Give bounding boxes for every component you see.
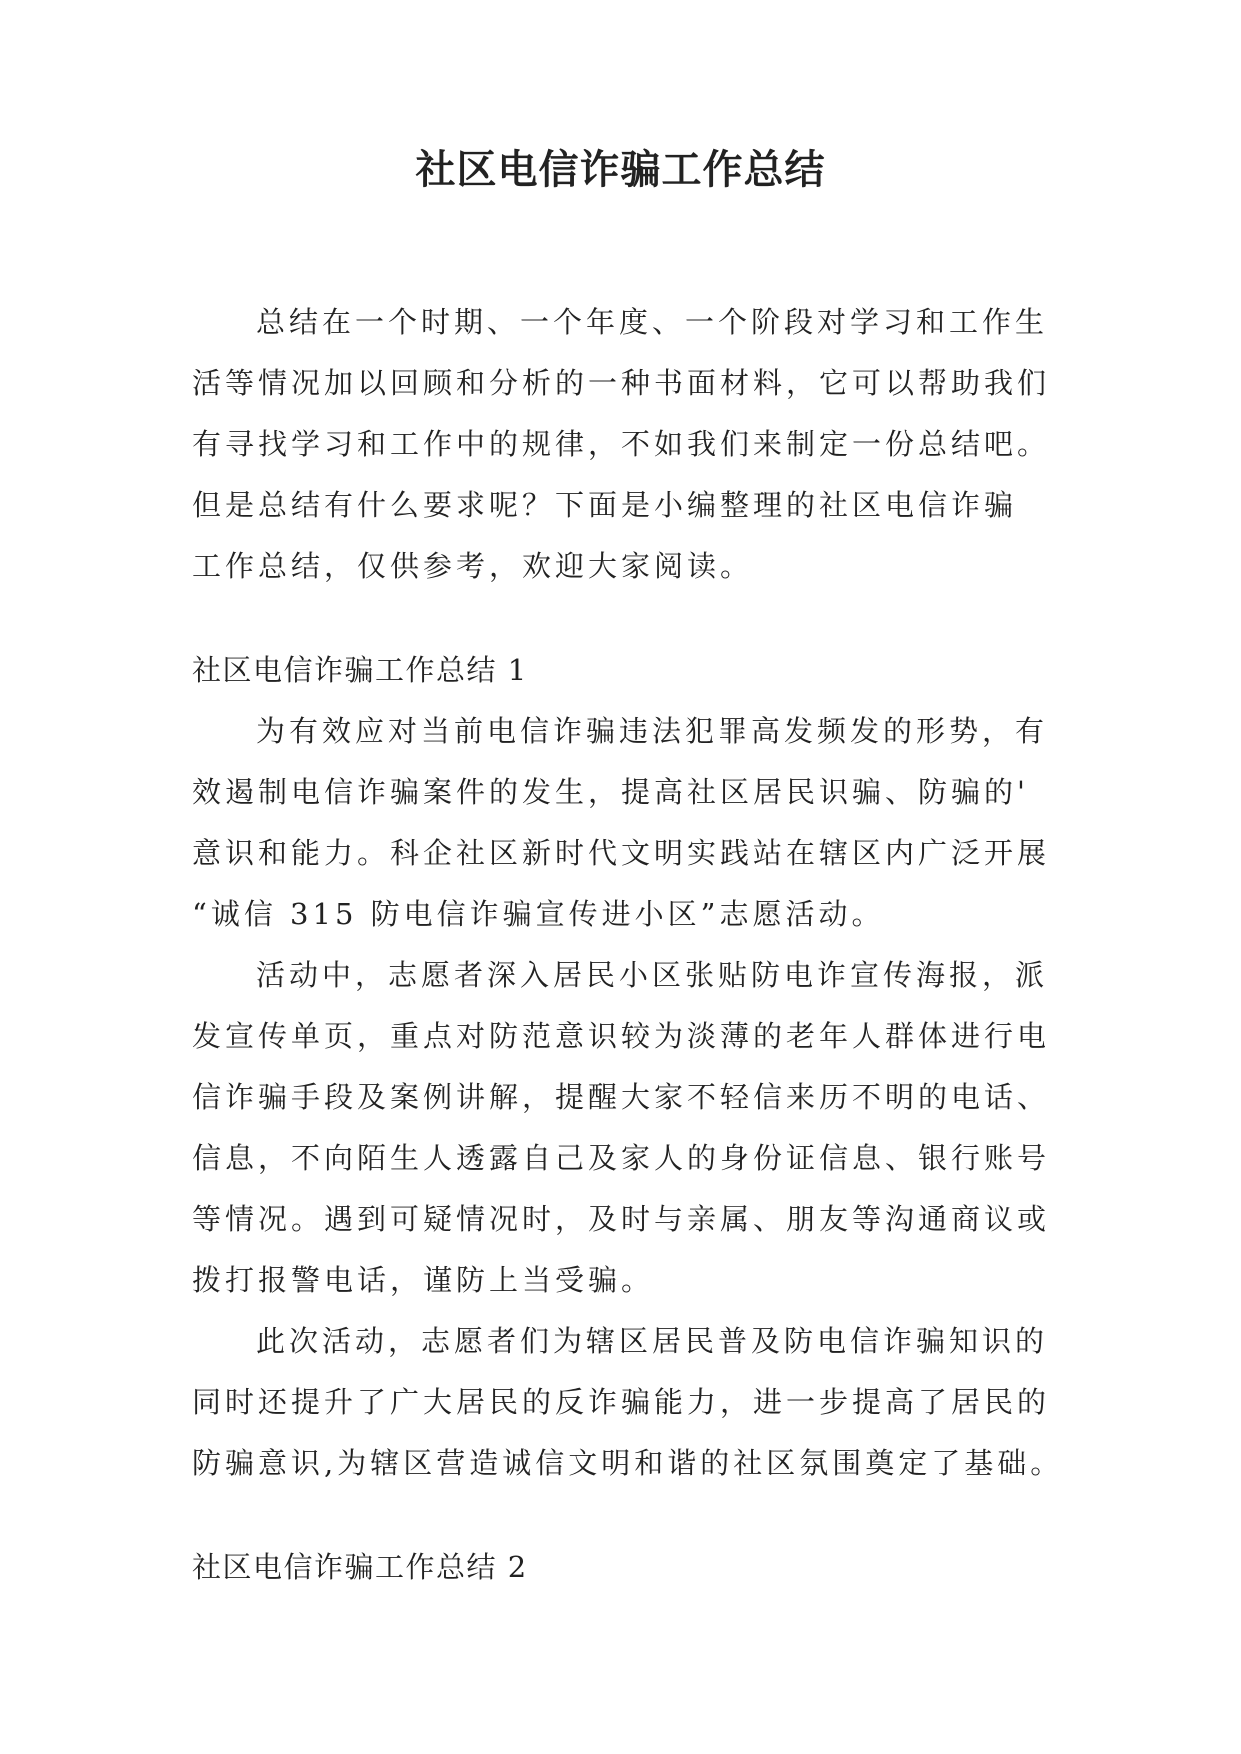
section-heading-1: 社区电信诈骗工作总结 1 bbox=[192, 653, 528, 687]
intro-line: 总结在一个时期、一个年度、一个阶段对学习和工作生 bbox=[256, 305, 1049, 339]
document-title: 社区电信诈骗工作总结 bbox=[415, 146, 826, 193]
paragraph-line: 发宣传单页，重点对防范意识较为淡薄的老年人群体进行电 bbox=[192, 1019, 1051, 1053]
section-heading-2: 社区电信诈骗工作总结 2 bbox=[192, 1550, 528, 1584]
paragraph-line: “诚信 315 防电信诈骗宣传进小区”志愿活动。 bbox=[192, 897, 885, 931]
paragraph-line: 此次活动，志愿者们为辖区居民普及防电信诈骗知识的 bbox=[256, 1324, 1049, 1358]
paragraph-line: 拨打报警电话，谨防上当受骗。 bbox=[192, 1263, 655, 1297]
paragraph-line: 信息，不向陌生人透露自己及家人的身份证信息、银行账号 bbox=[192, 1141, 1051, 1175]
intro-line: 有寻找学习和工作中的规律，不如我们来制定一份总结吧。 bbox=[192, 427, 1051, 461]
paragraph-line: 同时还提升了广大居民的反诈骗能力，进一步提高了居民的 bbox=[192, 1385, 1051, 1419]
intro-line: 工作总结，仅供参考，欢迎大家阅读。 bbox=[192, 549, 754, 583]
paragraph-line: 信诈骗手段及案例讲解，提醒大家不轻信来历不明的电话、 bbox=[192, 1080, 1051, 1114]
paragraph-line: 意识和能力。科企社区新时代文明实践站在辖区内广泛开展 bbox=[192, 836, 1051, 870]
intro-line: 但是总结有什么要求呢？下面是小编整理的社区电信诈骗 bbox=[192, 488, 1018, 522]
paragraph-line: 效遏制电信诈骗案件的发生，提高社区居民识骗、防骗的' bbox=[192, 775, 1029, 809]
paragraph-line: 等情况。遇到可疑情况时，及时与亲属、朋友等沟通商议或 bbox=[192, 1202, 1051, 1236]
paragraph-line: 防骗意识,为辖区营造诚信文明和谐的社区氛围奠定了基础。 bbox=[192, 1446, 1064, 1480]
paragraph-line: 活动中，志愿者深入居民小区张贴防电诈宣传海报，派 bbox=[256, 958, 1049, 992]
paragraph-line: 为有效应对当前电信诈骗违法犯罪高发频发的形势，有 bbox=[256, 714, 1049, 748]
intro-line: 活等情况加以回顾和分析的一种书面材料，它可以帮助我们 bbox=[192, 366, 1051, 400]
